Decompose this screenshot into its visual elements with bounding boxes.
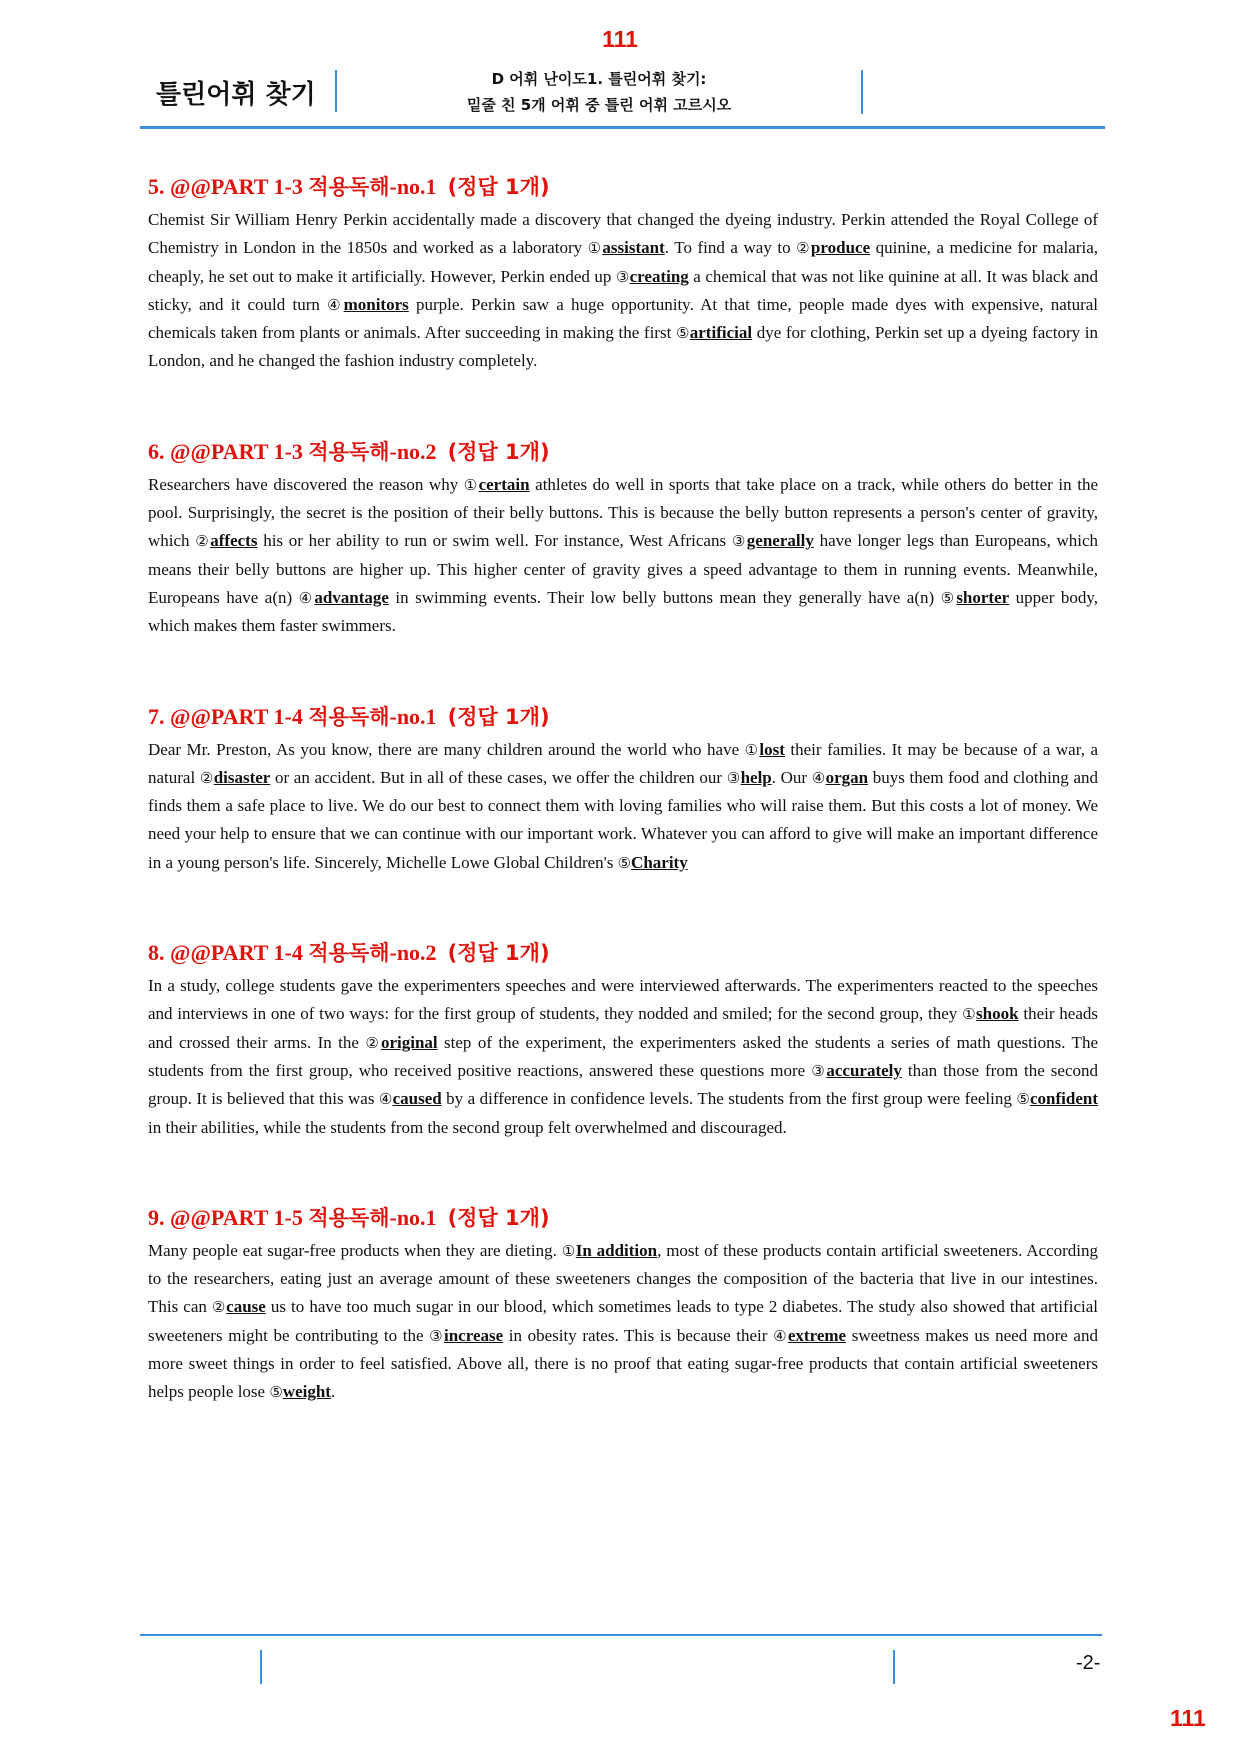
answer-note: (정답 1개) <box>447 704 550 729</box>
footer-page-label: -2- <box>1076 1652 1101 1674</box>
choice-marker: ④ <box>378 1090 393 1109</box>
choice-marker: ① <box>962 1005 977 1024</box>
header-divider-right <box>861 70 863 114</box>
choice-marker: ⑤ <box>940 588 957 607</box>
choice-marker: ③ <box>615 267 630 286</box>
question-passage <box>148 1237 1098 1407</box>
passage-text: a chemical that was not like quinine at all. It was black and sticky, and it could turn <box>148 266 1098 314</box>
question-number: 8. <box>148 940 165 966</box>
choice-marker: ③ <box>726 768 741 787</box>
passage-text: us to have too much sugar in our blood, which sometimes leads to type 2 diabetes. The study also showed that artificial sweeteners might be contributing to the <box>148 1297 1098 1345</box>
question-part: @@PART 1-3 <box>170 174 303 199</box>
underlined-choice-word: accurately <box>826 1060 902 1080</box>
page-number-top: 111 <box>602 26 638 52</box>
passage-text: by a difference in confidence levels. The students from the first group were feeling <box>441 1089 1017 1109</box>
underlined-choice-word: produce <box>810 238 871 258</box>
question-passage <box>148 736 1098 877</box>
passage-text: sweetness makes us need more and more sweet things in order to feel satisfied. Above all, there is no proof that eating sugar-free products that contain artificial sweeteners helps people lose <box>148 1325 1098 1402</box>
underlined-choice-word: increase <box>443 1325 504 1345</box>
question-heading <box>148 1203 1098 1233</box>
underlined-choice-word: disaster <box>213 767 271 787</box>
underlined-choice-word: creating <box>629 266 689 286</box>
question-part: @@PART 1-4 <box>170 940 303 966</box>
passage-text: step of the experiment, the experimenters asked the students a series of math questions. The students from the first group, who received positive reactions, answered these questions more <box>148 1032 1098 1080</box>
question-number: 5. <box>148 174 165 199</box>
underlined-choice-word: Charity <box>631 852 688 872</box>
passage-text: their heads and crossed their arms. In the <box>148 1004 1098 1052</box>
passage-text: athletes do well in sports that take place on a track, while others do better in the pool. Surprisingly, the secret is the position of their belly buttons. This is because the belly button represents a person's center of gravity, which <box>148 474 1099 551</box>
question-passage <box>148 206 1098 376</box>
choice-marker: ① <box>463 475 479 494</box>
page-header <box>140 62 1105 129</box>
question-number: 9. <box>148 1204 165 1230</box>
choice-marker: ① <box>561 1241 576 1260</box>
choice-marker: ⑤ <box>675 324 690 343</box>
question-title: 적용독해 <box>308 941 390 966</box>
passage-text: . <box>330 1382 336 1402</box>
choice-marker: ③ <box>429 1326 444 1345</box>
passage-text: have longer legs than Europeans, which means their belly buttons are higher up. This higher center of gravity gives a speed advantage to them in running events. Meanwhile, Europeans have a(n) <box>148 531 1099 607</box>
question-list <box>148 172 1098 1468</box>
question-part: @@PART 1-3 <box>170 438 303 464</box>
choice-marker: ⑤ <box>1016 1090 1030 1109</box>
question-no: -no.1 <box>389 174 437 199</box>
underlined-choice-word: original <box>380 1032 438 1052</box>
passage-text: . Our <box>771 767 812 787</box>
question-title: 적용독해 <box>308 704 390 729</box>
passage-text: , most of these products contain artificial sweeteners. According to the researchers, eating just an average amount of these sweeteners changes the composition of the bacteria that live in our intestines. This can <box>148 1240 1098 1317</box>
underlined-choice-word: caused <box>392 1089 442 1109</box>
underlined-choice-word: cause <box>226 1297 266 1317</box>
passage-text: Researchers have discovered the reason why <box>148 474 464 494</box>
header-title: 틀린어휘 찾기 <box>156 80 316 110</box>
question-part: @@PART 1-5 <box>170 1204 303 1230</box>
question-no: -no.1 <box>389 703 437 729</box>
passage-text: Dear Mr. Preston, As you know, there are many children around the world who have <box>148 739 745 759</box>
choice-marker: ① <box>587 239 603 258</box>
choice-marker: ④ <box>327 295 344 314</box>
question-item <box>148 172 1098 376</box>
footer-divider-right <box>893 1650 895 1684</box>
answer-note: (정답 1개) <box>447 175 550 199</box>
choice-marker: ④ <box>811 768 826 787</box>
question-title: 적용독해 <box>308 175 390 199</box>
underlined-choice-word: extreme <box>787 1325 847 1345</box>
choice-marker: ① <box>744 740 760 759</box>
question-no: -no.2 <box>389 438 437 464</box>
choice-marker: ⑤ <box>617 853 632 872</box>
question-number: 7. <box>148 703 165 729</box>
header-subtitle-line2: 밑줄 친 5개 어휘 중 틀린 어휘 고르시오 <box>466 96 732 114</box>
question-part: @@PART 1-4 <box>170 703 303 729</box>
passage-text: their families. It may be because of a war, a natural <box>148 739 1098 787</box>
answer-note: (정답 1개) <box>447 439 550 464</box>
question-passage <box>148 471 1098 641</box>
underlined-choice-word: assistant <box>602 238 665 258</box>
underlined-choice-word: monitors <box>343 294 409 314</box>
choice-marker: ⑤ <box>269 1383 283 1402</box>
question-number: 6. <box>148 438 165 464</box>
passage-text: or an accident. But in all of these cases, we offer the children our <box>270 767 727 787</box>
choice-marker: ② <box>365 1033 381 1052</box>
passage-text: in obesity rates. This is because their <box>503 1325 774 1345</box>
passage-text: In a study, college students gave the experimenters speeches and were interviewed afterwards. The experimenters reacted to the speeches and interviews in one of two ways: for the first group of students, they nodded and smiled; for the second group, they <box>148 976 1098 1024</box>
question-heading <box>148 702 1098 732</box>
question-no: -no.1 <box>389 1204 437 1230</box>
underlined-choice-word: lost <box>759 739 785 759</box>
underlined-choice-word: generally <box>746 531 814 551</box>
question-item <box>148 938 1098 1142</box>
passage-text: . To find a way to <box>664 238 797 258</box>
question-item <box>148 437 1098 641</box>
question-heading <box>148 172 1098 202</box>
choice-marker: ④ <box>773 1326 788 1345</box>
passage-text: than those from the second group. It is believed that this was <box>148 1060 1098 1109</box>
underlined-choice-word: certain <box>478 474 530 494</box>
passage-text: in swimming events. Their low belly buttons mean they generally have a(n) <box>388 587 941 607</box>
question-passage <box>148 972 1098 1142</box>
question-item <box>148 702 1098 877</box>
passage-text: in their abilities, while the students from the second group felt overwhelmed and discouraged. <box>148 1117 787 1137</box>
answer-note: (정답 1개) <box>447 941 550 966</box>
passage-text: Many people eat sugar-free products when they are dieting. <box>148 1240 562 1260</box>
question-no: -no.2 <box>389 940 437 966</box>
question-item <box>148 1203 1098 1407</box>
underlined-choice-word: organ <box>825 767 869 787</box>
underlined-choice-word: weight <box>282 1382 331 1402</box>
underlined-choice-word: affects <box>210 531 258 551</box>
question-title: 적용독해 <box>308 439 390 464</box>
footer-divider-left <box>260 1650 262 1684</box>
passage-text: purple. Perkin saw a huge opportunity. At that time, people made dyes with expensive, natural chemicals taken from plants or animals. After succeeding in making the first <box>148 294 1098 343</box>
passage-text: his or her ability to run or swim well. For instance, West Africans <box>257 531 732 551</box>
footer-rule <box>140 1634 1102 1636</box>
question-heading <box>148 938 1098 968</box>
choice-marker: ④ <box>298 588 315 607</box>
passage-text: upper body, which makes them faster swimmers. <box>148 587 1098 636</box>
underlined-choice-word: advantage <box>314 587 389 607</box>
question-heading <box>148 437 1098 467</box>
underlined-choice-word: confident <box>1029 1089 1098 1109</box>
question-title: 적용독해 <box>308 1205 390 1230</box>
choice-marker: ③ <box>811 1061 827 1080</box>
header-subtitle-line1: D 어휘 난이도1. 틀린어휘 찾기: <box>491 70 707 88</box>
underlined-choice-word: shorter <box>956 587 1010 607</box>
choice-marker: ② <box>199 768 214 787</box>
underlined-choice-word: artificial <box>689 323 753 343</box>
header-divider-left <box>335 70 337 112</box>
underlined-choice-word: help <box>740 767 772 787</box>
choice-marker: ③ <box>731 532 747 551</box>
page-number-bottom: 111 <box>1170 1705 1206 1731</box>
underlined-choice-word: In addition <box>575 1240 658 1260</box>
choice-marker: ② <box>211 1298 227 1317</box>
choice-marker: ② <box>796 239 811 258</box>
underlined-choice-word: shook <box>976 1004 1019 1024</box>
choice-marker: ② <box>195 532 211 551</box>
passage-text: Chemist Sir William Henry Perkin accidentally made a discovery that changed the dyeing industry. Perkin attended the Royal College of Chemistry in London in the 1850s and worked as a laboratory <box>148 210 1098 258</box>
answer-note: (정답 1개) <box>447 1205 550 1230</box>
passage-text: dye for clothing, Perkin set up a dyeing factory in London, and he changed the fashion industry completely. <box>148 323 1099 371</box>
passage-text: quinine, a medicine for malaria, cheaply, he set out to make it artificially. However, Perkin ended up <box>148 238 1098 286</box>
passage-text: buys them food and clothing and finds them a safe place to live. We do our best to connect them with loving families who will raise them. But this costs a lot of money. We need your help to ensure that we can continue with our important work. Whatever you can afford to give will make an important difference in a young person's life. Sincerely, Michelle Lowe Global Children's <box>148 767 1098 872</box>
